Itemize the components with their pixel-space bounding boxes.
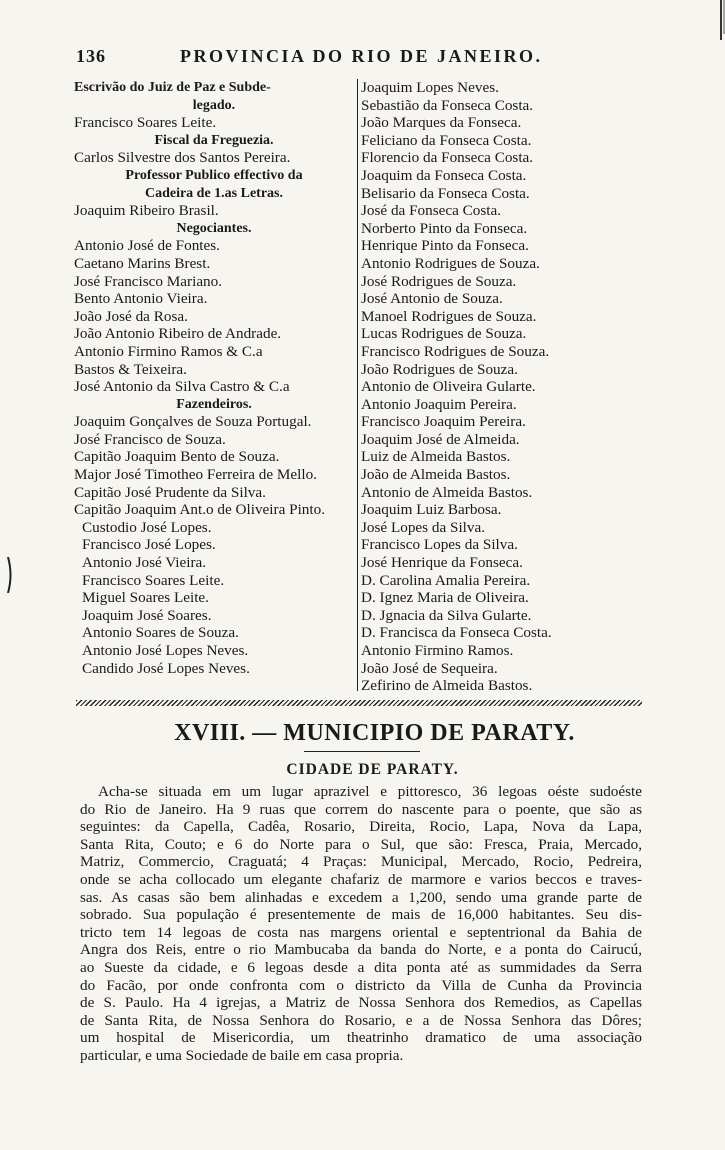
list-item: Caetano Marins Brest. (74, 254, 211, 272)
list-item: Florencio da Fonseca Costa. (361, 149, 534, 167)
list-item: Francisco José Lopes. (82, 536, 216, 554)
list-item: D. Jgnacia da Silva Gularte. (361, 606, 532, 624)
list-item: Joaquim Gonçalves de Souza Portugal. (74, 413, 312, 431)
list-item: João Antonio Ribeiro de Andrade. (74, 325, 282, 343)
paragraph-line: particular, e uma Sociedade de baile em casa propria. (80, 1046, 404, 1064)
list-item: Antonio Soares de Souza. (82, 624, 239, 642)
list-item: José Francisco de Souza. (74, 430, 226, 448)
section-title (0, 720, 725, 748)
list-item: José Henrique da Fonseca. (361, 554, 523, 572)
list-item: D. Ignez Maria de Oliveira. (361, 589, 529, 607)
right-column (361, 79, 601, 695)
list-item: Candido José Lopes Neves. (82, 659, 250, 677)
list-item: Norberto Pinto da Fonseca. (361, 219, 528, 237)
list-item: João de Almeida Bastos. (361, 466, 511, 484)
list-item: Joaquim Ribeiro Brasil. (74, 202, 219, 220)
list-item: Antonio José de Fontes. (74, 237, 220, 255)
list-item: Joaquim da Fonseca Costa. (361, 166, 527, 184)
list-item: Major José Timotheo Ferreira de Mello. (74, 466, 317, 484)
list-item: Antonio José Lopes Neves. (82, 642, 249, 659)
list-item: Feliciano da Fonseca Costa. (361, 131, 532, 149)
list-item: Carlos Silvestre dos Santos Pereira. (74, 149, 291, 167)
list-item: Antonio de Almeida Bastos. (361, 483, 533, 501)
paragraph-line: um hospital de Misericordia, um theatrinho dramatico de uma associação (80, 1029, 642, 1047)
paragraph-line: Santa Rita, Couto; e 6 do Norte para o Sul, que são: Fresca, Praia, Mercado, (80, 835, 642, 853)
page-edge-mark (6, 557, 14, 593)
list-item: Francisco Lopes da Silva. (361, 536, 518, 554)
list-item: Bastos & Teixeira. (74, 360, 187, 378)
heading-escrivao-line-2: legado. (192, 97, 236, 113)
list-item: Antonio Firmino Ramos. (361, 642, 514, 659)
list-item: Capitão Joaquim Ant.o de Oliveira Pinto. (74, 501, 325, 519)
paragraph-line: Angra dos Reis, entre o rio Mambucaba da banda do Norte, e a ponta do Cairucú, (80, 941, 642, 959)
directory-columns (74, 79, 642, 695)
paragraph-line: de Santa Rita, de Nossa Senhora do Rosario, e a de Nossa Senhora das Dôres; (80, 1011, 642, 1029)
heading-fiscal: Fiscal da Freguezia. (154, 132, 274, 148)
list-item: Bento Antonio Vieira. (74, 290, 208, 308)
heading-negociantes: Negociantes. (176, 220, 252, 236)
list-item: Capitão José Prudente da Silva. (74, 483, 266, 501)
binding-edge-mark (711, 0, 725, 40)
section-title-text: XVIII. — MUNICIPIO DE PARATY. (174, 720, 575, 746)
list-item: José Antonio da Silva Castro & C.a (74, 378, 290, 396)
heading-professor-line-1: Professor Publico effectivo da (125, 167, 303, 183)
paragraph-line: sas. As casas são bem alinhadas e excedem a 1,200, sendo uma grande parte de (80, 888, 642, 906)
list-item: Francisco Joaquim Pereira. (361, 413, 526, 431)
paragraph-line: tricto tem 14 legoas de costa nas margens oriental e septentrional da Bahia de (80, 923, 642, 941)
list-item: Antonio de Oliveira Gularte. (361, 378, 536, 396)
paragraph-line: seguintes: da Capella, Cadêa, Rosario, Direita, Rocio, Lapa, Nova da Lapa, (80, 818, 642, 836)
list-item: José Francisco Mariano. (74, 272, 223, 290)
paragraph-line: do Facão, por onde confronta com o districto da Villa de Cunha da Provincia (80, 976, 642, 994)
list-item: Joaquim Lopes Neves. (361, 79, 499, 96)
list-item: Joaquim José de Almeida. (361, 430, 520, 448)
list-item: Antonio Firmino Ramos & C.a (74, 342, 263, 360)
list-item: Belisario da Fonseca Costa. (361, 184, 530, 202)
list-item: Capitão Joaquim Bento de Souza. (74, 448, 280, 466)
list-item: Joaquim Luiz Barbosa. (361, 501, 502, 519)
heading-professor-line-2: Cadeira de 1.as Letras. (144, 185, 284, 201)
list-item: José da Fonseca Costa. (361, 202, 502, 220)
list-item: Francisco Rodrigues de Souza. (361, 342, 550, 360)
paragraph-line: do Rio de Janeiro. Ha 9 ruas que correm do nascente para o poente, que são as (80, 800, 642, 818)
list-item: Francisco Soares Leite. (74, 114, 217, 132)
list-item: Zefirino de Almeida Bastos. (361, 677, 533, 695)
list-item: Antonio José Vieira. (82, 554, 207, 572)
paragraph-line: Matriz, Commercio, Craguatá; 4 Praças: Municipal, Mercado, Rocio, Pedreira, (80, 853, 642, 871)
running-title: PROVINCIA DO RIO DE JANEIRO. (180, 46, 543, 66)
section-subtitle (0, 761, 725, 779)
list-item: Henrique Pinto da Fonseca. (361, 237, 529, 255)
list-item: Sebastião da Fonseca Costa. (361, 96, 534, 114)
list-item: D. Carolina Amalia Pereira. (361, 571, 531, 589)
list-item: José Rodrigues de Souza. (361, 272, 517, 290)
paragraph-line: de S. Paulo. Ha 4 igrejas, a Matriz de Nossa Senhora dos Remedios, as Capellas (80, 994, 642, 1012)
heading-fazendeiros: Fazendeiros. (176, 396, 252, 412)
list-item: Francisco Soares Leite. (82, 571, 225, 589)
list-item: João Marques da Fonseca. (361, 114, 522, 132)
page-number: 136 (76, 46, 106, 66)
paragraph-line: sobrado. Sua população é presentemente de mais de 16,000 habitantes. Seu dis- (80, 906, 642, 924)
list-item: Lucas Rodrigues de Souza. (361, 325, 527, 343)
list-item: Joaquim José Soares. (82, 606, 212, 624)
list-item: Miguel Soares Leite. (82, 589, 209, 607)
list-item: Manoel Rodrigues de Souza. (361, 307, 537, 325)
section-subtitle-text: CIDADE DE PARATY. (286, 761, 459, 778)
list-item: João José da Rosa. (74, 307, 188, 325)
paragraph-line: onde se acha collocado um elegante chafariz de marmore e varios beccos e traves- (80, 870, 642, 888)
list-item: Luiz de Almeida Bastos. (361, 448, 511, 466)
list-item: João Rodrigues de Souza. (361, 360, 518, 378)
section-title-underline (304, 751, 420, 752)
list-item: João José de Sequeira. (361, 659, 498, 677)
paragraph-line: ao Sueste da cidade, e 6 legoas desde a dita ponta até as summidades da Serra (80, 958, 642, 976)
list-item: José Antonio de Souza. (361, 290, 503, 308)
heading-escrivao-line-1: Escrivão do Juiz de Paz e Subde- (74, 80, 271, 95)
paragraph-line: Acha-se situada em um lugar aprazivel e pittoresco, 36 legoas oéste sudoéste (98, 783, 642, 800)
list-item: Antonio Rodrigues de Souza. (361, 254, 540, 272)
body-paragraph (80, 783, 642, 1065)
list-item: D. Francisca da Fonseca Costa. (361, 624, 552, 642)
column-divider (357, 79, 358, 691)
ornamental-rule (76, 700, 642, 706)
list-item: José Lopes da Silva. (361, 518, 486, 536)
left-column (74, 79, 354, 677)
list-item: Custodio José Lopes. (82, 518, 212, 536)
list-item: Antonio Joaquim Pereira. (361, 395, 517, 413)
